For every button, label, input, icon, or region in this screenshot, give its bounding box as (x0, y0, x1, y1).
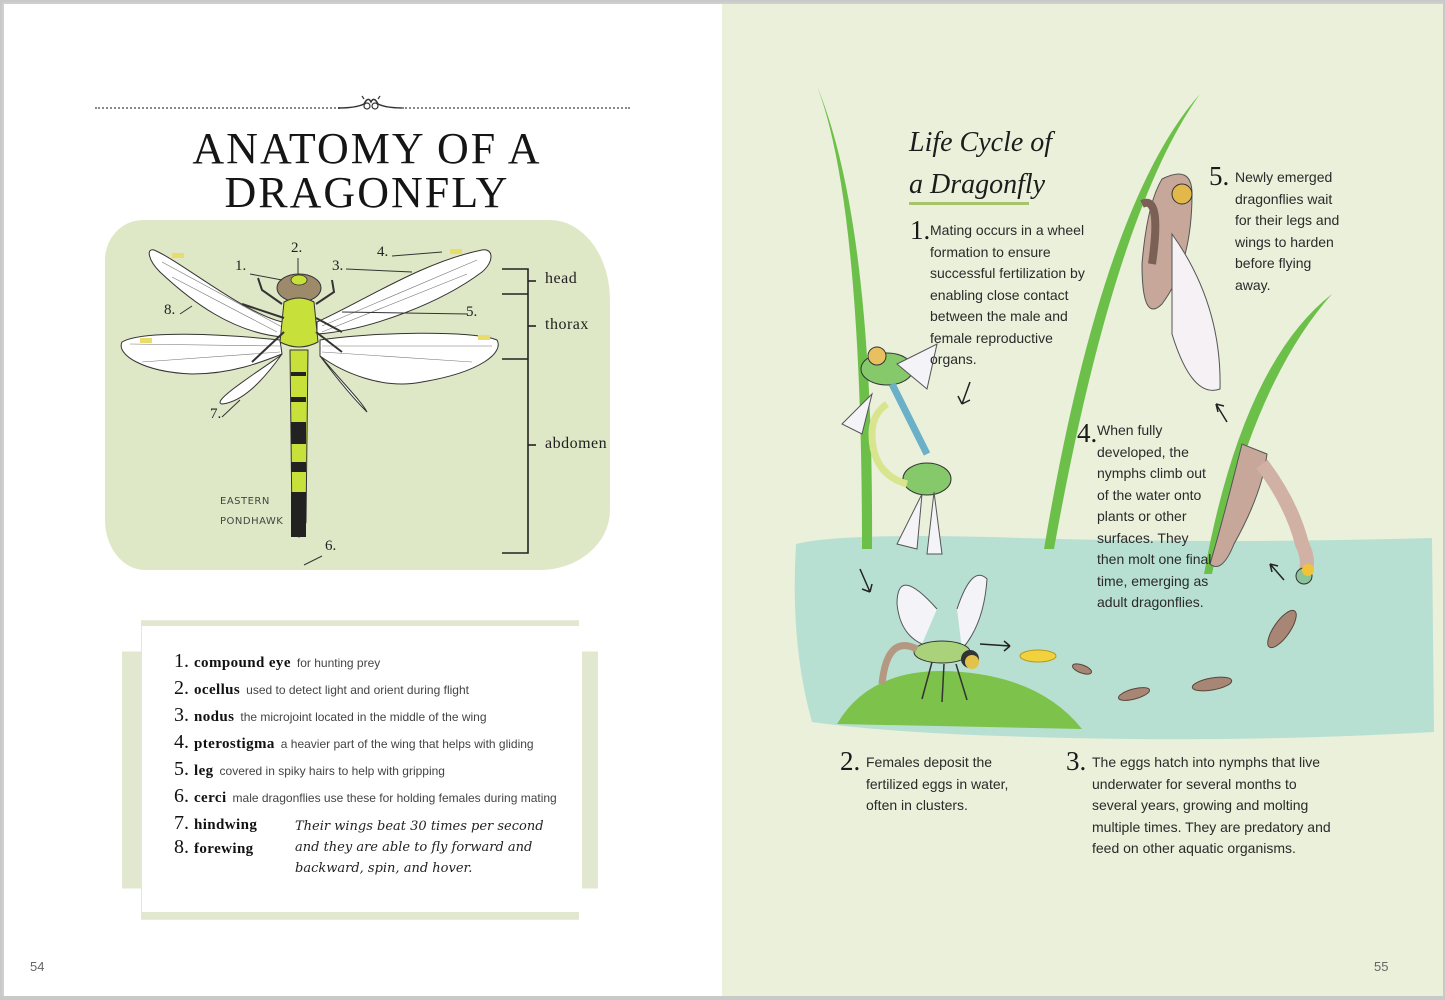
fun-fact-handwritten-note: Their wings beat 30 times per second and they are able to fly forward and backward, spin, and hover. (295, 819, 544, 876)
legend-item (174, 785, 594, 812)
step-number: 5. (1209, 161, 1230, 191)
dotted-rule-right (402, 107, 630, 109)
step-number: 2. (840, 746, 861, 776)
step-number: 4. (1077, 418, 1098, 448)
step-text: Females deposit the fertilized eggs in water, often in clusters. (866, 754, 1009, 813)
species-label (220, 492, 283, 532)
life-cycle-step-2 (840, 746, 1010, 817)
legend-number: 3. (174, 704, 189, 726)
callout-7: 7. (210, 406, 222, 422)
page-number-left: 54 (30, 959, 45, 974)
callout-8: 8. (164, 302, 176, 318)
legend-number: 8. (174, 836, 189, 858)
legend-description: used to detect light and orient during flight (246, 683, 469, 697)
region-label-head: head (545, 270, 578, 287)
life-cycle-step-3 (1066, 746, 1336, 860)
egg-cluster (1020, 650, 1056, 662)
life-cycle-title-line-1: Life Cycle of (909, 127, 1053, 158)
title-underline (909, 202, 1029, 205)
legend-description: for hunting prey (296, 656, 381, 670)
legend-term: leg (194, 763, 214, 779)
legend-term: ocellus (194, 682, 241, 698)
callout-1: 1. (235, 258, 247, 274)
callout-2: 2. (291, 240, 303, 256)
legend-number: 6. (174, 785, 189, 807)
flourish-ornament-icon (338, 92, 404, 116)
callout-5: 5. (466, 304, 478, 320)
title-line-1: ANATOMY OF A (192, 124, 542, 173)
legend-term: cerci (194, 790, 227, 806)
legend-term: forewing (194, 841, 254, 857)
step-text: Newly emerged dragonflies wait for their legs and wings to harden before flying away. (1235, 169, 1340, 293)
step-text: Mating occurs in a wheel formation to ensure successful fertilization by enabling close contact between the male and female reproductive organs. (930, 222, 1085, 367)
legend-item (174, 677, 594, 704)
species-line-1: EASTERN (220, 496, 270, 507)
legend-description: a heavier part of the wing that helps with gliding (280, 737, 534, 751)
grass-blade-1 (817, 86, 872, 549)
callout-6: 6. (325, 538, 337, 554)
callout-4: 4. (377, 244, 389, 260)
legend-term: compound eye (194, 655, 291, 671)
legend-item (174, 731, 594, 758)
life-cycle-step-1 (910, 215, 1092, 371)
life-cycle-step-4 (1077, 420, 1217, 614)
legend-term: nodus (194, 709, 235, 725)
legend-number: 7. (174, 812, 189, 834)
legend-number: 1. (174, 650, 189, 672)
region-label-thorax: thorax (545, 316, 589, 333)
step-number: 1. (910, 215, 931, 245)
life-cycle-step-5 (1209, 161, 1349, 296)
mating-dragonflies (842, 344, 951, 554)
legend-description: covered in spiky hairs to help with gripping (219, 764, 445, 778)
species-line-2: PONDHAWK (220, 516, 284, 527)
life-cycle-title-line-2: a Dragonfly (909, 169, 1046, 200)
legend-item (174, 650, 594, 677)
legend-description: male dragonflies use these for holding females during mating (232, 791, 557, 805)
life-cycle-title (909, 122, 1099, 206)
dragonfly-anatomy-illustration (102, 222, 622, 582)
legend-item (174, 758, 594, 785)
step-number: 3. (1066, 746, 1087, 776)
page-title (122, 124, 612, 217)
region-label-abdomen: abdomen (545, 435, 608, 452)
legend-term: pterostigma (194, 736, 275, 752)
legend-number: 4. (174, 731, 189, 753)
page-number-right: 55 (1374, 959, 1389, 974)
title-line-2: DRAGONFLY (224, 168, 510, 217)
legend-description: the microjoint located in the middle of the wing (240, 710, 487, 724)
legend-number: 2. (174, 677, 189, 699)
legend-number: 5. (174, 758, 189, 780)
legend-item (174, 704, 594, 731)
step-text: When fully developed, the nymphs climb out of the water onto plants or other surfaces. They then molt one final time, emerging as adult dragonflies. (1097, 422, 1212, 610)
callout-3: 3. (332, 258, 344, 274)
legend-term: hindwing (194, 817, 258, 833)
dotted-rule-left (95, 107, 340, 109)
step-text: The eggs hatch into nymphs that live underwater for several months to several years, growing and molting multiple times. They are predatory and feed on other aquatic organisms. (1092, 754, 1331, 856)
